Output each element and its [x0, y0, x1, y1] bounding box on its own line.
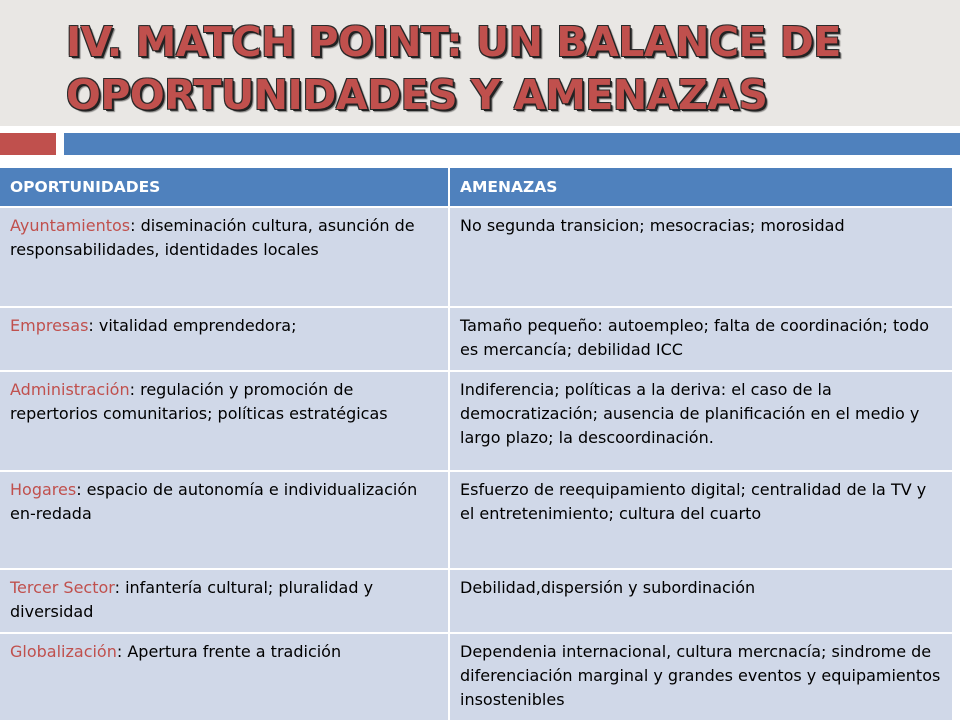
opportunity-text: : Apertura frente a tradición	[116, 642, 342, 661]
category-label: Hogares	[10, 480, 77, 499]
threat-cell	[449, 371, 952, 471]
threat-text: No segunda transicion; mesocracias; morosidad	[460, 216, 845, 235]
threat-text: Esfuerzo de reequipamiento digital; centralidad de la TV y el entretenimiento; cultura del cuarto	[460, 480, 927, 523]
category-label: Empresas	[10, 316, 89, 335]
threat-text: Indiferencia; políticas a la deriva: el caso de la democratización; ausencia de planificación en el medio y largo plazo; la descoordinación.	[460, 380, 920, 447]
opportunities-threats-table	[0, 168, 952, 720]
opportunity-text: : espacio de autonomía e individualización en-redada	[10, 480, 418, 523]
category-label: Tercer Sector	[10, 578, 115, 597]
swot-table-container	[0, 168, 952, 720]
opportunity-text: : regulación y promoción de repertorios comunitarios; políticas estratégicas	[10, 380, 388, 423]
threat-text: Dependenia internacional, cultura mercnacía; sindrome de diferenciación marginal y grandes eventos y equipamientos insostenibles	[460, 642, 941, 709]
table-row	[0, 569, 952, 633]
slide-title: IV. MATCH POINT: UN BALANCE DE OPORTUNIDADES Y AMENAZAS	[66, 18, 841, 119]
table-row	[0, 471, 952, 569]
table-row	[0, 307, 952, 371]
category-label: Globalización	[10, 642, 117, 661]
table-header-row	[0, 168, 952, 207]
opportunity-text: : diseminación cultura, asunción de responsabilidades, identidades locales	[10, 216, 415, 259]
opportunity-cell	[0, 471, 449, 569]
opportunity-cell	[0, 633, 449, 720]
opportunity-cell	[0, 569, 449, 633]
threat-cell	[449, 307, 952, 371]
accent-bar-red	[0, 133, 56, 155]
table-row	[0, 633, 952, 720]
threat-text: Tamaño pequeño: autoempleo; falta de coordinación; todo es mercancía; debilidad ICC	[460, 316, 930, 359]
threat-cell	[449, 471, 952, 569]
threat-cell	[449, 633, 952, 720]
accent-bar-blue	[64, 133, 960, 155]
category-label: Ayuntamientos	[10, 216, 131, 235]
table-row	[0, 371, 952, 471]
slide-header	[0, 0, 960, 126]
threat-cell	[449, 569, 952, 633]
table-row	[0, 207, 952, 307]
opportunity-text: : infantería cultural; pluralidad y diversidad	[10, 578, 374, 621]
opportunity-cell	[0, 371, 449, 471]
threat-text: Debilidad,dispersión y subordinación	[460, 578, 756, 597]
column-header-opportunities: OPORTUNIDADES	[0, 168, 449, 207]
category-label: Administración	[10, 380, 130, 399]
threat-cell	[449, 207, 952, 307]
opportunity-cell	[0, 207, 449, 307]
opportunity-cell	[0, 307, 449, 371]
column-header-threats: AMENAZAS	[449, 168, 952, 207]
opportunity-text: : vitalidad emprendedora;	[88, 316, 297, 335]
